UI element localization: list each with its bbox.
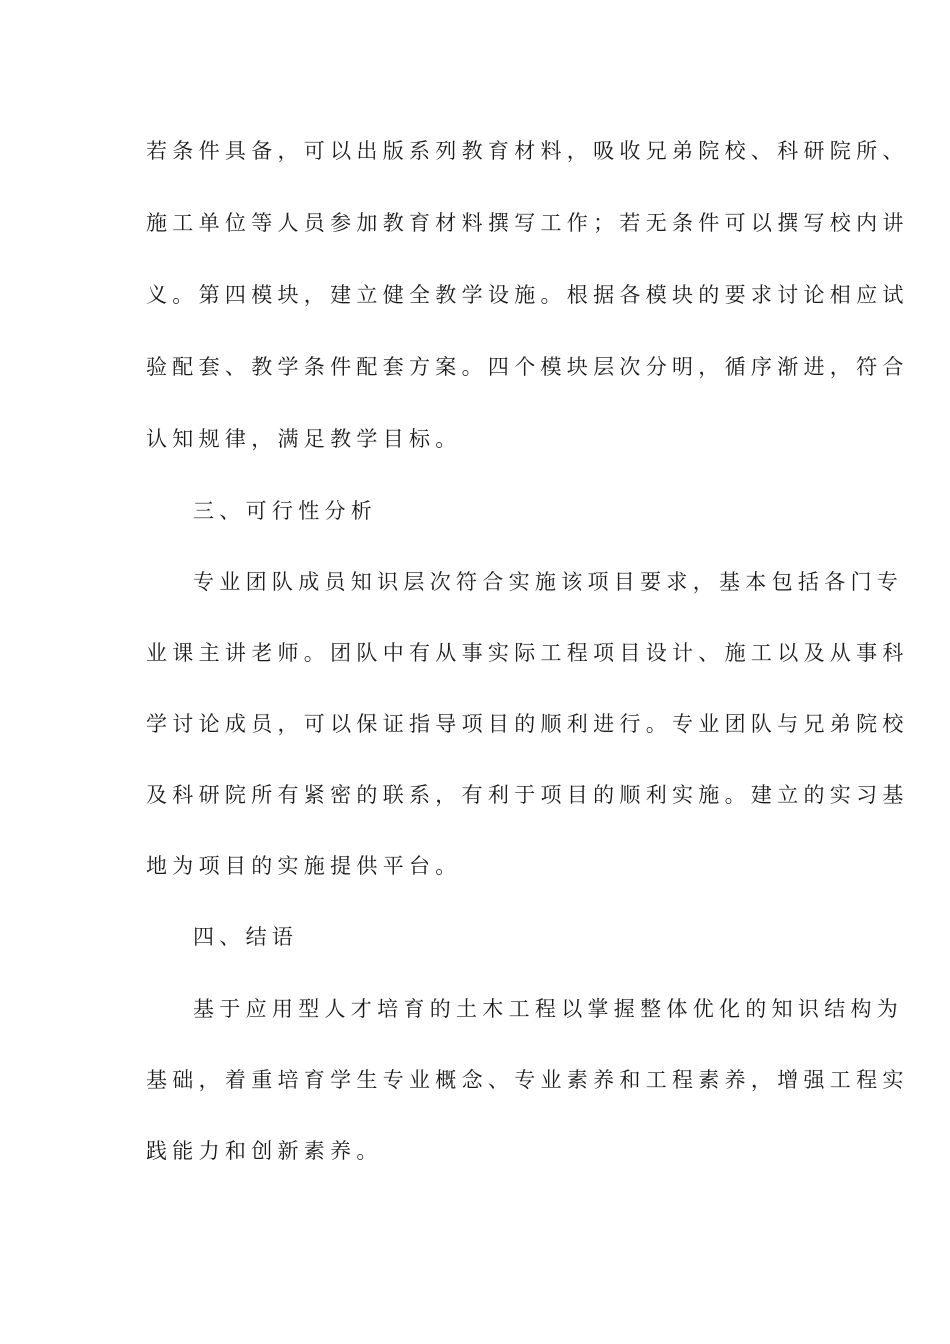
paragraph-line: 及科研院所有紧密的联系，有利于项目的顺利实施。建立的实习基 bbox=[146, 783, 909, 807]
paragraph-line: 践能力和创新素养。 bbox=[146, 1139, 383, 1163]
paragraph-line: 认知规律，满足教学目标。 bbox=[146, 427, 462, 451]
paragraph-line: 地为项目的实施提供平台。 bbox=[146, 854, 462, 878]
paragraph-line: 基于应用型人才培育的土木工程以掌握整体优化的知识结构为 bbox=[193, 997, 904, 1021]
paragraph-line: 施工单位等人员参加教育材料撰写工作；若无条件可以撰写校内讲 bbox=[146, 211, 909, 235]
paragraph-line: 义。第四模块，建立健全教学设施。根据各模块的要求讨论相应试 bbox=[146, 283, 909, 307]
paragraph-line: 专业团队成员知识层次符合实施该项目要求，基本包括各门专 bbox=[193, 570, 904, 594]
paragraph-line: 业课主讲老师。团队中有从事实际工程项目设计、施工以及从事科 bbox=[146, 641, 909, 665]
paragraph-line: 基础，着重培育学生专业概念、专业素养和工程素养，增强工程实 bbox=[146, 1068, 909, 1092]
paragraph-line: 若条件具备，可以出版系列教育材料，吸收兄弟院校、科研院所、 bbox=[146, 139, 909, 163]
section-heading: 三、可行性分析 bbox=[193, 499, 378, 523]
paragraph-line: 验配套、教学条件配套方案。四个模块层次分明，循序渐进，符合 bbox=[146, 355, 909, 379]
paragraph-line: 学讨论成员，可以保证指导项目的顺利进行。专业团队与兄弟院校 bbox=[146, 712, 909, 736]
section-heading: 四、结语 bbox=[193, 925, 299, 949]
